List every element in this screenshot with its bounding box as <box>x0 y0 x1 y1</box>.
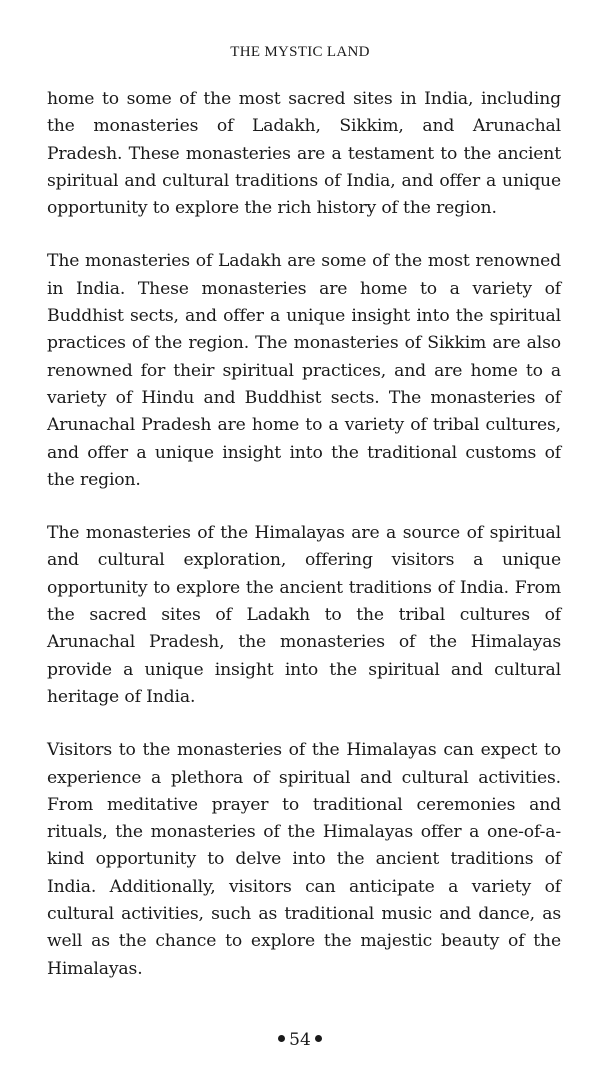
bullet-left-icon <box>278 1035 285 1042</box>
paragraph-1: home to some of the most sacred sites in India, including the monasteries of Ladakh, Sikkim, and Arunachal Pradesh. These monasteries are a testament to the ancient spiritual and cultural traditions of India, and offer a unique opportunity to explore the rich history of the region. <box>47 89 561 219</box>
page-number: 54 <box>289 1030 311 1050</box>
body-text <box>47 86 561 1009</box>
page-number-footer <box>0 1030 600 1050</box>
paragraph-4: Visitors to the monasteries of the Himalayas can expect to experience a plethora of spiritual and cultural activities. From meditative prayer to traditional ceremonies and rituals, the monasteries of the Himalayas offer a one-of-a-kind opportunity to delve into the ancient traditions of India. Additionally, visitors can anticipate a variety of cultural activities, such as traditional music and dance, as well as the chance to explore the majestic beauty of the Himalayas. <box>47 740 561 979</box>
running-header: THE MYSTIC LAND <box>230 44 370 60</box>
paragraph-3: The monasteries of the Himalayas are a source of spiritual and cultural exploration, offering visitors a unique opportunity to explore the ancient traditions of India. From the sacred sites of Ladakh to the tribal cultures of Arunachal Pradesh, the monasteries of the Himalayas provide a unique insight into the spiritual and cultural heritage of India. <box>47 523 561 707</box>
bullet-right-icon <box>315 1035 322 1042</box>
paragraph-2: The monasteries of Ladakh are some of the most renowned in India. These monasteries are home to a variety of Buddhist sects, and offer a unique insight into the spiritual practices of the region. The monasteries of Sikkim are also renowned for their spiritual practices, and are home to a variety of Hindu and Buddhist sects. The monasteries of Arunachal Pradesh are home to a variety of tribal cultures, and offer a unique insight into the traditional customs of the region. <box>47 251 561 490</box>
